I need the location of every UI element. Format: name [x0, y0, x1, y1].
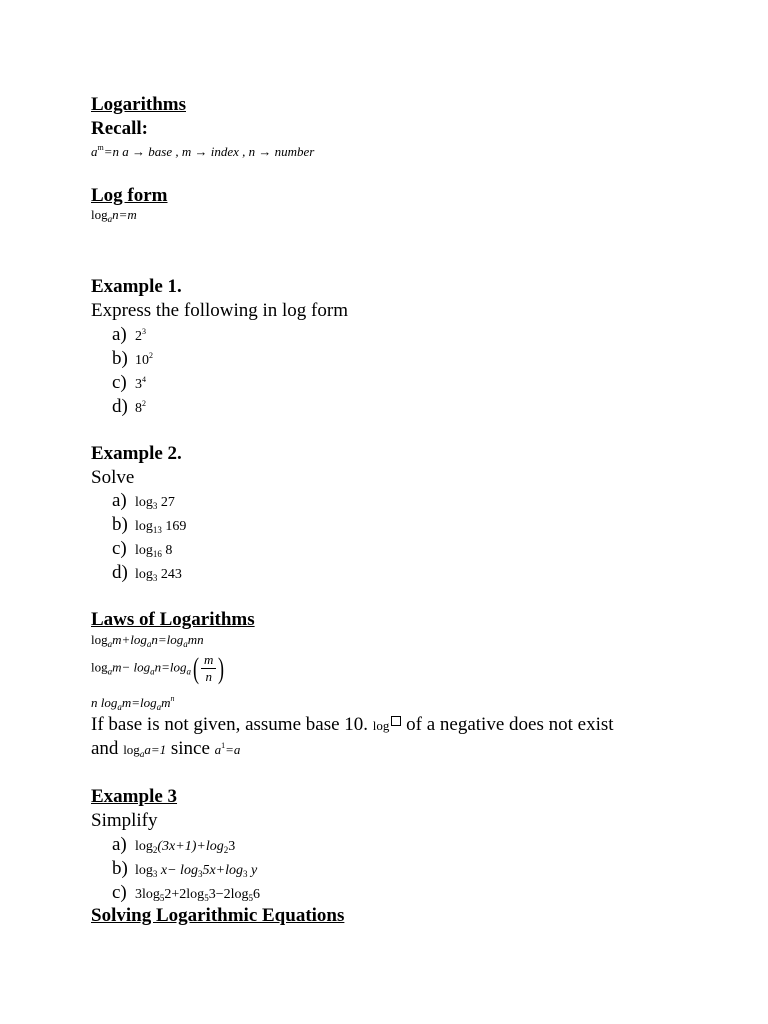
example2-instruction: Solve: [91, 467, 135, 488]
list-item: b) $10^2$: [112, 348, 153, 369]
list-item: d) $8^2$: [112, 396, 146, 417]
list-item: c) $3^4$: [112, 372, 146, 393]
recall-formula: $a^m=n$ a → base , m → index , n → number: [91, 143, 315, 159]
laws-note-line2: and $\log_aa=1$ since $a^1=a$: [91, 738, 241, 759]
list-item: a) $\log_2(3x+1)+\log_23$: [112, 834, 236, 855]
law-quotient: $\log_am- \log_an=\log_a$( $\frac{m}{n}$ ): [91, 651, 225, 685]
laws-heading: Laws of Logarithms: [91, 609, 255, 630]
law-power: n $\log_am=\log_am^n$: [91, 694, 175, 712]
log-form-formula: $\log_an=m$: [91, 207, 137, 224]
example3-heading: Example 3: [91, 786, 178, 807]
list-item: a) $\log_3 27$: [112, 490, 175, 511]
solving-heading: Solving Logarithmic Equations: [91, 905, 345, 926]
list-item: b) $\log_{13} 169$: [112, 514, 187, 535]
list-item: d) $\log_3 243$: [112, 562, 182, 583]
example2-heading: Example 2.: [91, 443, 182, 464]
log-form-heading: Log form: [91, 185, 168, 206]
law-product: $\log_am+\log_an=\log_amn$: [91, 632, 204, 649]
list-item: c) $3\log_52+2\log_53-2\log_56$: [112, 882, 260, 903]
list-item: b) $\log_3 x- \log_35x+\log_3$ y: [112, 858, 258, 879]
list-item: a) $2^3$: [112, 324, 146, 345]
example1-instruction: Express the following in log form: [91, 300, 348, 321]
placeholder-box-icon: [391, 716, 401, 726]
laws-note-line1: If base is not given, assume base 10. log of a negative does not exist: [91, 714, 614, 735]
recall-heading: Recall:: [91, 118, 148, 139]
list-item: c) $\log_{16} 8$: [112, 538, 173, 559]
example1-heading: Example 1.: [91, 276, 182, 297]
example3-instruction: Simplify: [91, 810, 158, 831]
title: Logarithms: [91, 94, 186, 115]
